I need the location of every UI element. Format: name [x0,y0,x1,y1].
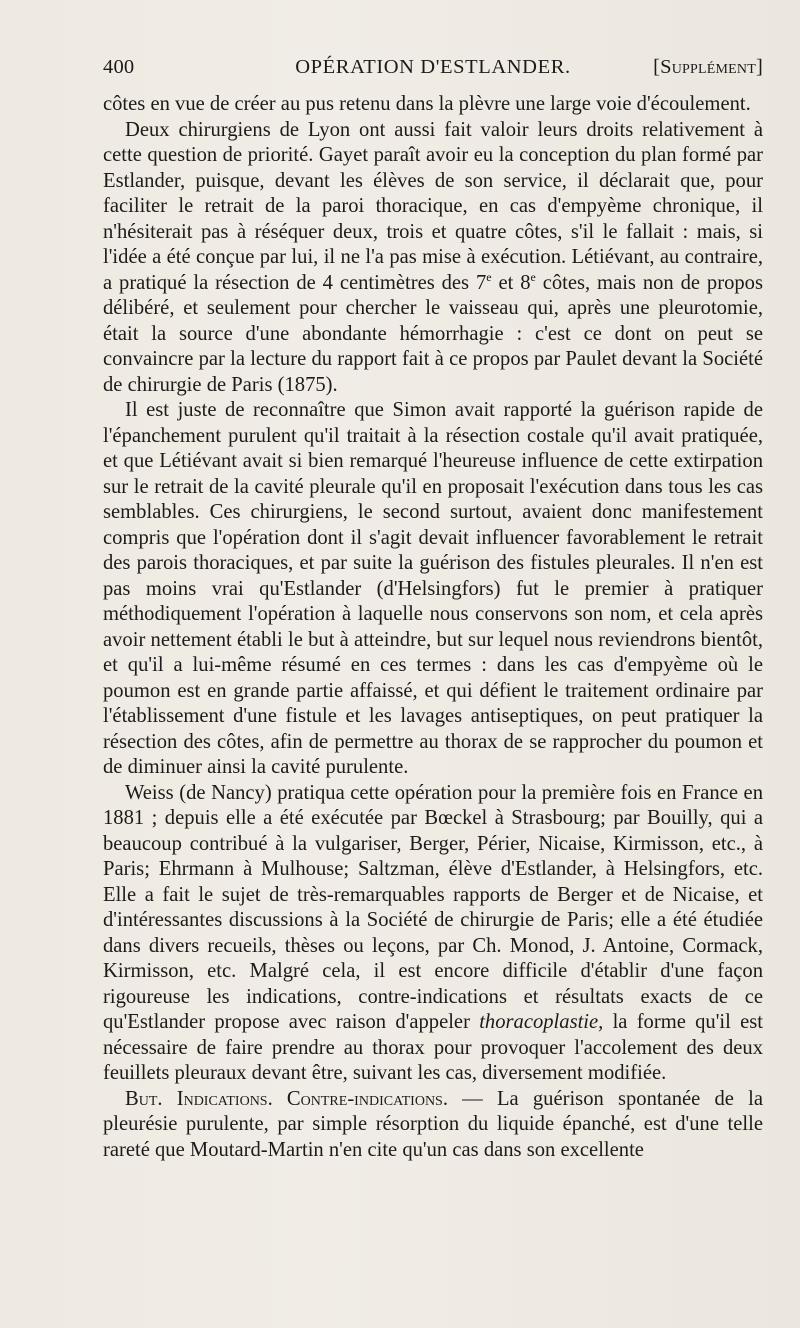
paragraph-text: — La guérison spontanée de la pleurésie purulente, par simple résorption du liquide épanché, est d'une telle rareté que Moutard-Martin n'en cite qu'un cas dans son excellente [103,1087,763,1161]
paragraph-text: et 8 [491,271,531,294]
running-header [103,56,763,86]
paragraph-lyon-surgeons [103,118,763,399]
superscript: e [530,269,536,284]
page-number: 400 [103,56,135,78]
paragraph-text: côtes, mais non de propos délibéré, et seulement pour chercher le vaisseau qui, après une pleurotomie, était la source d'une abondante hémorrhagie : c'est ce dont on peut se convaincre par la lecture du rapport fait à ce propos par Paulet devant la Société de chirurgie de Paris (1875). [103,271,763,396]
paragraph-weiss [103,781,763,1087]
running-title: OPÉRATION D'ESTLANDER. [295,56,571,78]
paragraph-continued: côtes en vue de créer au pus retenu dans la plèvre une large voie d'écoulement. [103,93,751,115]
italic-term: thoracoplastie, [479,1011,604,1033]
section-label: [Supplément] [653,56,763,78]
section-heading: But. Indications. Contre-indications. [125,1087,448,1110]
paragraph-text: Deux chirurgiens de Lyon ont aussi fait valoir leurs droits relativement à cette question de priorité. Gayet paraît avoir eu la conception du plan formé par Estlander, puisque, devant les élèves de son service, il déclarait que, pour faciliter le retrait de la paroi thoracique, en cas d'empyème chronique, il n'hésiterait pas à réséquer deux, trois et quatre côtes, s'il le fallait : mais, si l'idée a été conçue par lui, il ne l'a pas mise à exécution. Létiévant, au contraire, a pratiqué la résection de 4 centimètres des 7 [103,118,763,294]
superscript: e [486,269,492,284]
paragraph-indications [103,1087,763,1164]
paragraph-simon-letievant: Il est juste de reconnaître que Simon avait rapporté la guérison rapide de l'épanchement purulent qu'il traitait à la résection costale qu'il avait pratiquée, et que Létiévant avait si bien remarqué l'heureuse influence de cette extirpation sur le retrait de la cavité pleurale qu'il en proposait l'exécution dans tous les cas semblables. Ces chirurgiens, le second surtout, avaient donc manifestement compris que l'opération dont il s'agit devait influencer favorablement le retrait des parois thoraciques, et par suite la guérison des fistules pleurales. Il n'en est pas moins vrai qu'Estlander (d'Helsingfors) fut le premier à pratiquer méthodiquement l'opération à laquelle nous conservons son nom, et cela après avoir nettement établi le but à atteindre, but sur lequel nous reviendrons bientôt, et qu'il a lui-même résumé en ces termes : dans les cas d'empyème où le poumon est en grande partie affaissé, et qui défient le traitement ordinaire par l'établissement d'une fistule et les lavages antiseptiques, on peut pratiquer la résection des côtes, afin de permettre au thorax de se rapprocher du poumon et de diminuer ainsi la cavité purulente. [103,399,763,778]
paragraph-text: Weiss (de Nancy) pratiqua cette opération pour la première fois en France en 1881 ; depuis elle a été exécutée par Bœckel à Strasbourg; par Bouilly, qui a beaucoup contribué à la vulgariser, Berger, Périer, Nicaise, Kirmisson, etc., à Paris; Ehrmann à Mulhouse; Saltzman, élève d'Estlander, à Helsingfors, etc. Elle a fait le sujet de très-remarquables rapports de Berger et de Nicaise, et d'intéressantes discussions à la Société de chirurgie de Paris; elle a été étudiée dans divers recueils, thèses ou leçons, par Ch. Monod, J. Antoine, Cormack, Kirmisson, etc. Malgré cela, il est encore difficile d'établir d'une façon rigoureuse les indications, contre-indications et résultats exacts de ce qu'Estlander propose avec raison d'appeler [103,781,763,1033]
paragraph-text: la forme qu'il est nécessaire de faire prendre au thorax pour provoquer l'accolement des deux feuillets pleuraux devant être, suivant les cas, diversement modifiée. [103,1011,763,1084]
body-text [103,92,763,1163]
